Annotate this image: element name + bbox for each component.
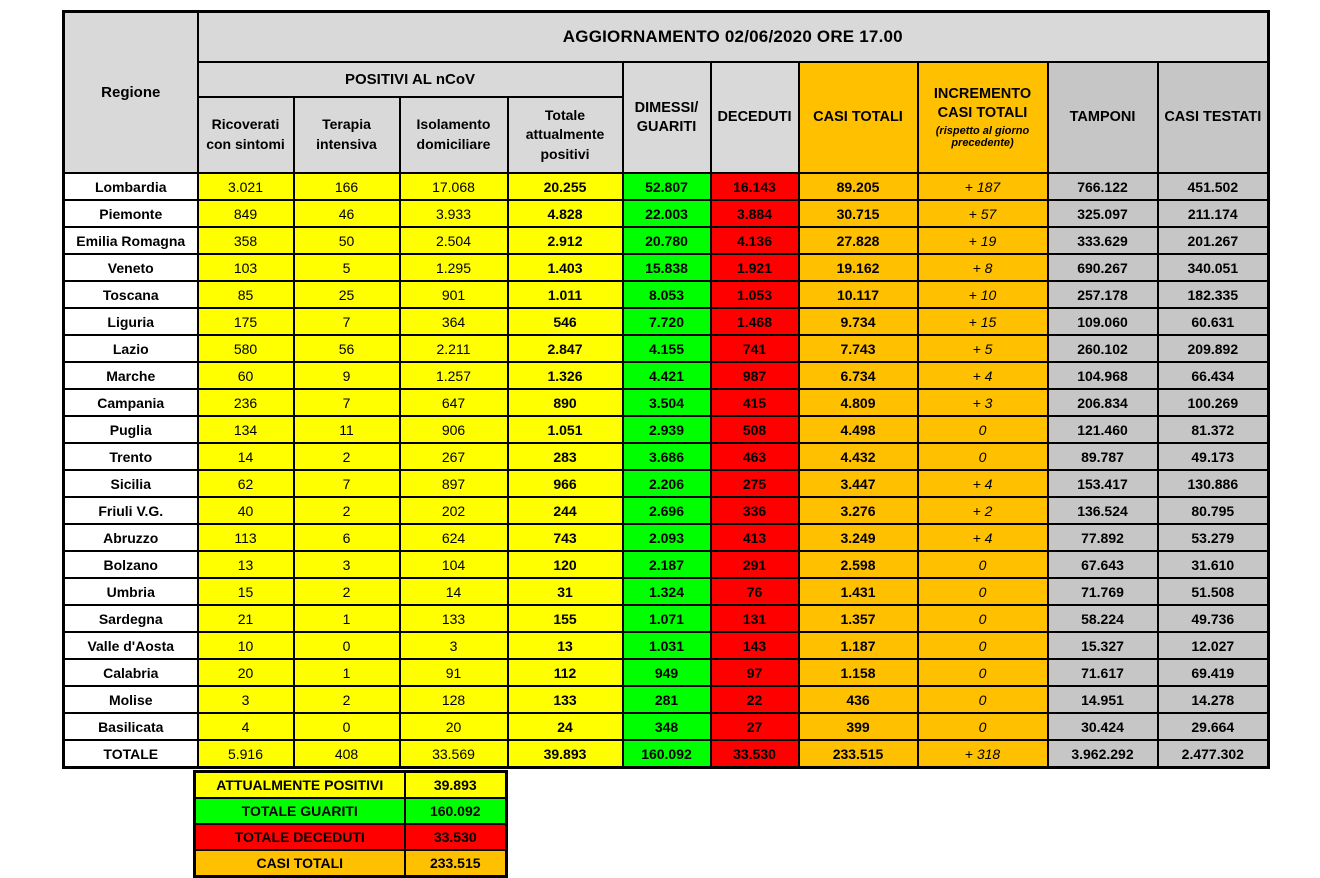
ricoverati-cell: 40 bbox=[198, 497, 294, 524]
deceduti-cell: 1.053 bbox=[711, 281, 799, 308]
region-name: Campania bbox=[64, 389, 198, 416]
summary-value: 233.515 bbox=[405, 850, 507, 877]
isolamento-cell: 624 bbox=[400, 524, 508, 551]
table-title: AGGIORNAMENTO 02/06/2020 ORE 17.00 bbox=[198, 12, 1269, 63]
region-name: Umbria bbox=[64, 578, 198, 605]
totale-positivi-cell: 20.255 bbox=[508, 173, 623, 200]
isolamento-cell: 1.257 bbox=[400, 362, 508, 389]
isolamento-cell: 901 bbox=[400, 281, 508, 308]
region-name: Friuli V.G. bbox=[64, 497, 198, 524]
summary-label: TOTALE GUARITI bbox=[195, 798, 405, 824]
region-name: Trento bbox=[64, 443, 198, 470]
dimessi-guariti-cell: 2.206 bbox=[623, 470, 711, 497]
ricoverati-cell: 4 bbox=[198, 713, 294, 740]
casi-testati-cell: 49.736 bbox=[1158, 605, 1269, 632]
region-name: Abruzzo bbox=[64, 524, 198, 551]
casi-totali-cell: 19.162 bbox=[799, 254, 918, 281]
isolamento-cell: 133 bbox=[400, 605, 508, 632]
casi-totali-cell: 10.117 bbox=[799, 281, 918, 308]
tamponi-cell: 136.524 bbox=[1048, 497, 1158, 524]
totale-positivi-cell: 4.828 bbox=[508, 200, 623, 227]
tamponi-cell: 109.060 bbox=[1048, 308, 1158, 335]
casi-totali-cell: 4.432 bbox=[799, 443, 918, 470]
col-header-casi-totali: CASI TOTALI bbox=[799, 62, 918, 173]
summary-label: ATTUALMENTE POSITIVI bbox=[195, 772, 405, 799]
region-name: Molise bbox=[64, 686, 198, 713]
dimessi-guariti-cell: 22.003 bbox=[623, 200, 711, 227]
casi-totali-cell: 27.828 bbox=[799, 227, 918, 254]
isolamento-cell: 647 bbox=[400, 389, 508, 416]
incremento-cell: 0 bbox=[918, 551, 1048, 578]
dimessi-guariti-cell: 3.504 bbox=[623, 389, 711, 416]
region-row bbox=[64, 632, 1269, 659]
isolamento-cell: 33.569 bbox=[400, 740, 508, 768]
summary-row bbox=[195, 798, 507, 824]
isolamento-cell: 906 bbox=[400, 416, 508, 443]
region-row bbox=[64, 200, 1269, 227]
incremento-cell: + 10 bbox=[918, 281, 1048, 308]
incremento-cell: + 2 bbox=[918, 497, 1048, 524]
casi-testati-cell: 66.434 bbox=[1158, 362, 1269, 389]
totale-positivi-cell: 31 bbox=[508, 578, 623, 605]
casi-testati-cell: 100.269 bbox=[1158, 389, 1269, 416]
casi-testati-cell: 2.477.302 bbox=[1158, 740, 1269, 768]
terapia-intensiva-cell: 1 bbox=[294, 659, 400, 686]
incremento-cell: 0 bbox=[918, 632, 1048, 659]
isolamento-cell: 3 bbox=[400, 632, 508, 659]
incremento-cell: 0 bbox=[918, 416, 1048, 443]
terapia-intensiva-cell: 2 bbox=[294, 578, 400, 605]
ricoverati-cell: 10 bbox=[198, 632, 294, 659]
summary-body bbox=[195, 772, 507, 877]
ricoverati-cell: 85 bbox=[198, 281, 294, 308]
tamponi-cell: 77.892 bbox=[1048, 524, 1158, 551]
region-name: Lombardia bbox=[64, 173, 198, 200]
deceduti-cell: 76 bbox=[711, 578, 799, 605]
col-header-terapia-intensiva: Terapia intensiva bbox=[294, 97, 400, 173]
dimessi-guariti-cell: 1.324 bbox=[623, 578, 711, 605]
casi-testati-cell: 12.027 bbox=[1158, 632, 1269, 659]
casi-totali-cell: 1.357 bbox=[799, 605, 918, 632]
covid-regions-table bbox=[62, 10, 1270, 769]
totale-positivi-cell: 283 bbox=[508, 443, 623, 470]
casi-totali-cell: 1.431 bbox=[799, 578, 918, 605]
deceduti-cell: 22 bbox=[711, 686, 799, 713]
tamponi-cell: 104.968 bbox=[1048, 362, 1158, 389]
col-header-ricoverati: Ricoverati con sintomi bbox=[198, 97, 294, 173]
region-name: Piemonte bbox=[64, 200, 198, 227]
region-name: Lazio bbox=[64, 335, 198, 362]
summary-label: TOTALE DECEDUTI bbox=[195, 824, 405, 850]
group-header-row bbox=[64, 62, 1269, 97]
casi-testati-cell: 60.631 bbox=[1158, 308, 1269, 335]
casi-totali-cell: 1.158 bbox=[799, 659, 918, 686]
deceduti-cell: 508 bbox=[711, 416, 799, 443]
ricoverati-cell: 62 bbox=[198, 470, 294, 497]
totale-positivi-cell: 244 bbox=[508, 497, 623, 524]
ricoverati-cell: 134 bbox=[198, 416, 294, 443]
col-header-casi-testati: CASI TESTATI bbox=[1158, 62, 1269, 173]
ricoverati-cell: 236 bbox=[198, 389, 294, 416]
isolamento-cell: 897 bbox=[400, 470, 508, 497]
region-row bbox=[64, 308, 1269, 335]
dimessi-guariti-cell: 2.696 bbox=[623, 497, 711, 524]
region-row bbox=[64, 416, 1269, 443]
region-name: Calabria bbox=[64, 659, 198, 686]
region-name: Sicilia bbox=[64, 470, 198, 497]
casi-testati-cell: 29.664 bbox=[1158, 713, 1269, 740]
region-row bbox=[64, 227, 1269, 254]
region-name: Emilia Romagna bbox=[64, 227, 198, 254]
casi-testati-cell: 130.886 bbox=[1158, 470, 1269, 497]
deceduti-cell: 143 bbox=[711, 632, 799, 659]
tamponi-cell: 153.417 bbox=[1048, 470, 1158, 497]
isolamento-cell: 104 bbox=[400, 551, 508, 578]
casi-testati-cell: 80.795 bbox=[1158, 497, 1269, 524]
totale-positivi-cell: 112 bbox=[508, 659, 623, 686]
dimessi-guariti-cell: 20.780 bbox=[623, 227, 711, 254]
totale-positivi-cell: 1.051 bbox=[508, 416, 623, 443]
dimessi-guariti-cell: 3.686 bbox=[623, 443, 711, 470]
totale-positivi-cell: 39.893 bbox=[508, 740, 623, 768]
deceduti-cell: 291 bbox=[711, 551, 799, 578]
tamponi-cell: 58.224 bbox=[1048, 605, 1158, 632]
casi-testati-cell: 51.508 bbox=[1158, 578, 1269, 605]
positivi-group-header: POSITIVI AL nCoV bbox=[198, 62, 623, 97]
ricoverati-cell: 103 bbox=[198, 254, 294, 281]
isolamento-cell: 2.211 bbox=[400, 335, 508, 362]
casi-totali-cell: 6.734 bbox=[799, 362, 918, 389]
totale-positivi-cell: 155 bbox=[508, 605, 623, 632]
deceduti-cell: 1.468 bbox=[711, 308, 799, 335]
terapia-intensiva-cell: 50 bbox=[294, 227, 400, 254]
casi-testati-cell: 451.502 bbox=[1158, 173, 1269, 200]
terapia-intensiva-cell: 1 bbox=[294, 605, 400, 632]
incremento-cell: + 5 bbox=[918, 335, 1048, 362]
dimessi-guariti-cell: 4.421 bbox=[623, 362, 711, 389]
casi-totali-cell: 89.205 bbox=[799, 173, 918, 200]
region-name: Liguria bbox=[64, 308, 198, 335]
casi-totali-cell: 3.249 bbox=[799, 524, 918, 551]
ricoverati-cell: 175 bbox=[198, 308, 294, 335]
region-name: Basilicata bbox=[64, 713, 198, 740]
incremento-cell: 0 bbox=[918, 686, 1048, 713]
ricoverati-cell: 13 bbox=[198, 551, 294, 578]
total-row-label: TOTALE bbox=[64, 740, 198, 768]
deceduti-cell: 741 bbox=[711, 335, 799, 362]
ricoverati-cell: 21 bbox=[198, 605, 294, 632]
deceduti-cell: 33.530 bbox=[711, 740, 799, 768]
ricoverati-cell: 358 bbox=[198, 227, 294, 254]
dimessi-guariti-cell: 15.838 bbox=[623, 254, 711, 281]
deceduti-cell: 415 bbox=[711, 389, 799, 416]
incremento-cell: 0 bbox=[918, 659, 1048, 686]
incremento-cell: + 4 bbox=[918, 524, 1048, 551]
dimessi-guariti-cell: 7.720 bbox=[623, 308, 711, 335]
col-header-deceduti: DECEDUTI bbox=[711, 62, 799, 173]
isolamento-cell: 128 bbox=[400, 686, 508, 713]
region-row bbox=[64, 497, 1269, 524]
casi-testati-cell: 211.174 bbox=[1158, 200, 1269, 227]
casi-testati-cell: 201.267 bbox=[1158, 227, 1269, 254]
ricoverati-cell: 14 bbox=[198, 443, 294, 470]
totale-positivi-cell: 1.403 bbox=[508, 254, 623, 281]
dimessi-guariti-cell: 160.092 bbox=[623, 740, 711, 768]
ricoverati-cell: 60 bbox=[198, 362, 294, 389]
summary-value: 160.092 bbox=[405, 798, 507, 824]
region-name: Marche bbox=[64, 362, 198, 389]
casi-totali-cell: 30.715 bbox=[799, 200, 918, 227]
casi-testati-cell: 81.372 bbox=[1158, 416, 1269, 443]
dimessi-guariti-cell: 8.053 bbox=[623, 281, 711, 308]
terapia-intensiva-cell: 7 bbox=[294, 308, 400, 335]
terapia-intensiva-cell: 7 bbox=[294, 470, 400, 497]
casi-totali-cell: 233.515 bbox=[799, 740, 918, 768]
incremento-cell: 0 bbox=[918, 578, 1048, 605]
summary-row bbox=[195, 772, 507, 799]
deceduti-cell: 336 bbox=[711, 497, 799, 524]
casi-totali-cell: 399 bbox=[799, 713, 918, 740]
summary-value: 33.530 bbox=[405, 824, 507, 850]
terapia-intensiva-cell: 166 bbox=[294, 173, 400, 200]
totale-positivi-cell: 120 bbox=[508, 551, 623, 578]
col-header-incremento bbox=[918, 62, 1048, 173]
terapia-intensiva-cell: 5 bbox=[294, 254, 400, 281]
incremento-cell: 0 bbox=[918, 443, 1048, 470]
region-row bbox=[64, 254, 1269, 281]
terapia-intensiva-cell: 2 bbox=[294, 443, 400, 470]
region-row bbox=[64, 470, 1269, 497]
summary-box bbox=[193, 770, 508, 878]
isolamento-cell: 1.295 bbox=[400, 254, 508, 281]
dimessi-guariti-cell: 52.807 bbox=[623, 173, 711, 200]
deceduti-cell: 1.921 bbox=[711, 254, 799, 281]
casi-totali-cell: 1.187 bbox=[799, 632, 918, 659]
incremento-cell: + 57 bbox=[918, 200, 1048, 227]
totale-positivi-cell: 13 bbox=[508, 632, 623, 659]
ricoverati-cell: 113 bbox=[198, 524, 294, 551]
col-header-tamponi: TAMPONI bbox=[1048, 62, 1158, 173]
isolamento-cell: 2.504 bbox=[400, 227, 508, 254]
casi-testati-cell: 49.173 bbox=[1158, 443, 1269, 470]
region-row bbox=[64, 713, 1269, 740]
ricoverati-cell: 849 bbox=[198, 200, 294, 227]
isolamento-cell: 14 bbox=[400, 578, 508, 605]
incremento-cell: + 4 bbox=[918, 470, 1048, 497]
ricoverati-cell: 15 bbox=[198, 578, 294, 605]
terapia-intensiva-cell: 0 bbox=[294, 713, 400, 740]
incremento-cell: + 15 bbox=[918, 308, 1048, 335]
deceduti-cell: 987 bbox=[711, 362, 799, 389]
casi-totali-cell: 3.447 bbox=[799, 470, 918, 497]
tamponi-cell: 206.834 bbox=[1048, 389, 1158, 416]
region-name: Valle d'Aosta bbox=[64, 632, 198, 659]
deceduti-cell: 131 bbox=[711, 605, 799, 632]
region-row bbox=[64, 659, 1269, 686]
col-header-dimessi-guariti: DIMESSI/ GUARITI bbox=[623, 62, 711, 173]
deceduti-cell: 16.143 bbox=[711, 173, 799, 200]
col-header-isolamento: Isolamento domiciliare bbox=[400, 97, 508, 173]
dimessi-guariti-cell: 949 bbox=[623, 659, 711, 686]
casi-totali-cell: 9.734 bbox=[799, 308, 918, 335]
totale-positivi-cell: 2.847 bbox=[508, 335, 623, 362]
ricoverati-cell: 5.916 bbox=[198, 740, 294, 768]
incremento-cell: + 4 bbox=[918, 362, 1048, 389]
terapia-intensiva-cell: 56 bbox=[294, 335, 400, 362]
ricoverati-cell: 20 bbox=[198, 659, 294, 686]
casi-totali-cell: 7.743 bbox=[799, 335, 918, 362]
incremento-cell: + 318 bbox=[918, 740, 1048, 768]
tamponi-cell: 15.327 bbox=[1048, 632, 1158, 659]
casi-totali-cell: 2.598 bbox=[799, 551, 918, 578]
deceduti-cell: 413 bbox=[711, 524, 799, 551]
dimessi-guariti-cell: 1.071 bbox=[623, 605, 711, 632]
col-header-totale-positivi: Totale attualmente positivi bbox=[508, 97, 623, 173]
isolamento-cell: 202 bbox=[400, 497, 508, 524]
tamponi-cell: 71.617 bbox=[1048, 659, 1158, 686]
region-row bbox=[64, 362, 1269, 389]
region-name: Toscana bbox=[64, 281, 198, 308]
casi-totali-cell: 4.809 bbox=[799, 389, 918, 416]
tamponi-cell: 3.962.292 bbox=[1048, 740, 1158, 768]
table-body bbox=[64, 173, 1269, 768]
isolamento-cell: 267 bbox=[400, 443, 508, 470]
terapia-intensiva-cell: 25 bbox=[294, 281, 400, 308]
tamponi-cell: 333.629 bbox=[1048, 227, 1158, 254]
summary-label: CASI TOTALI bbox=[195, 850, 405, 877]
tamponi-cell: 260.102 bbox=[1048, 335, 1158, 362]
tamponi-cell: 257.178 bbox=[1048, 281, 1158, 308]
ricoverati-cell: 580 bbox=[198, 335, 294, 362]
totale-positivi-cell: 1.011 bbox=[508, 281, 623, 308]
casi-testati-cell: 182.335 bbox=[1158, 281, 1269, 308]
terapia-intensiva-cell: 6 bbox=[294, 524, 400, 551]
terapia-intensiva-cell: 2 bbox=[294, 686, 400, 713]
casi-totali-cell: 436 bbox=[799, 686, 918, 713]
isolamento-cell: 364 bbox=[400, 308, 508, 335]
region-row bbox=[64, 443, 1269, 470]
ricoverati-cell: 3 bbox=[198, 686, 294, 713]
deceduti-cell: 275 bbox=[711, 470, 799, 497]
totale-positivi-cell: 1.326 bbox=[508, 362, 623, 389]
deceduti-cell: 3.884 bbox=[711, 200, 799, 227]
dimessi-guariti-cell: 2.939 bbox=[623, 416, 711, 443]
summary-row bbox=[195, 824, 507, 850]
region-row bbox=[64, 605, 1269, 632]
tamponi-cell: 67.643 bbox=[1048, 551, 1158, 578]
terapia-intensiva-cell: 2 bbox=[294, 497, 400, 524]
isolamento-cell: 17.068 bbox=[400, 173, 508, 200]
region-column-header: Regione bbox=[64, 12, 198, 174]
casi-testati-cell: 14.278 bbox=[1158, 686, 1269, 713]
region-row bbox=[64, 335, 1269, 362]
terapia-intensiva-cell: 46 bbox=[294, 200, 400, 227]
isolamento-cell: 91 bbox=[400, 659, 508, 686]
dimessi-guariti-cell: 2.187 bbox=[623, 551, 711, 578]
ricoverati-cell: 3.021 bbox=[198, 173, 294, 200]
incremento-cell: + 187 bbox=[918, 173, 1048, 200]
isolamento-cell: 3.933 bbox=[400, 200, 508, 227]
totale-positivi-cell: 890 bbox=[508, 389, 623, 416]
totale-positivi-cell: 966 bbox=[508, 470, 623, 497]
dimessi-guariti-cell: 4.155 bbox=[623, 335, 711, 362]
region-row bbox=[64, 686, 1269, 713]
region-name: Bolzano bbox=[64, 551, 198, 578]
totale-positivi-cell: 24 bbox=[508, 713, 623, 740]
totale-positivi-cell: 743 bbox=[508, 524, 623, 551]
terapia-intensiva-cell: 11 bbox=[294, 416, 400, 443]
totale-positivi-cell: 2.912 bbox=[508, 227, 623, 254]
tamponi-cell: 690.267 bbox=[1048, 254, 1158, 281]
summary-value: 39.893 bbox=[405, 772, 507, 799]
tamponi-cell: 30.424 bbox=[1048, 713, 1158, 740]
casi-testati-cell: 209.892 bbox=[1158, 335, 1269, 362]
dimessi-guariti-cell: 2.093 bbox=[623, 524, 711, 551]
tamponi-cell: 325.097 bbox=[1048, 200, 1158, 227]
casi-totali-cell: 3.276 bbox=[799, 497, 918, 524]
totale-positivi-cell: 546 bbox=[508, 308, 623, 335]
casi-testati-cell: 69.419 bbox=[1158, 659, 1269, 686]
tamponi-cell: 71.769 bbox=[1048, 578, 1158, 605]
summary-row bbox=[195, 850, 507, 877]
isolamento-cell: 20 bbox=[400, 713, 508, 740]
total-row bbox=[64, 740, 1269, 768]
terapia-intensiva-cell: 408 bbox=[294, 740, 400, 768]
tamponi-cell: 14.951 bbox=[1048, 686, 1158, 713]
terapia-intensiva-cell: 0 bbox=[294, 632, 400, 659]
terapia-intensiva-cell: 9 bbox=[294, 362, 400, 389]
title-row bbox=[64, 12, 1269, 63]
incremento-header-main: INCREMENTO CASI TOTALI bbox=[933, 86, 1032, 121]
incremento-cell: 0 bbox=[918, 713, 1048, 740]
deceduti-cell: 463 bbox=[711, 443, 799, 470]
region-row bbox=[64, 524, 1269, 551]
dimessi-guariti-cell: 281 bbox=[623, 686, 711, 713]
dimessi-guariti-cell: 348 bbox=[623, 713, 711, 740]
deceduti-cell: 4.136 bbox=[711, 227, 799, 254]
terapia-intensiva-cell: 3 bbox=[294, 551, 400, 578]
casi-testati-cell: 340.051 bbox=[1158, 254, 1269, 281]
terapia-intensiva-cell: 7 bbox=[294, 389, 400, 416]
casi-testati-cell: 53.279 bbox=[1158, 524, 1269, 551]
totale-positivi-cell: 133 bbox=[508, 686, 623, 713]
incremento-cell: + 19 bbox=[918, 227, 1048, 254]
region-name: Sardegna bbox=[64, 605, 198, 632]
deceduti-cell: 27 bbox=[711, 713, 799, 740]
region-row bbox=[64, 281, 1269, 308]
incremento-header-note: (rispetto al giorno precedente) bbox=[935, 124, 1030, 150]
tamponi-cell: 766.122 bbox=[1048, 173, 1158, 200]
deceduti-cell: 97 bbox=[711, 659, 799, 686]
incremento-cell: 0 bbox=[918, 605, 1048, 632]
tamponi-cell: 121.460 bbox=[1048, 416, 1158, 443]
incremento-cell: + 8 bbox=[918, 254, 1048, 281]
tamponi-cell: 89.787 bbox=[1048, 443, 1158, 470]
region-row bbox=[64, 578, 1269, 605]
casi-testati-cell: 31.610 bbox=[1158, 551, 1269, 578]
region-name: Veneto bbox=[64, 254, 198, 281]
dimessi-guariti-cell: 1.031 bbox=[623, 632, 711, 659]
incremento-cell: + 3 bbox=[918, 389, 1048, 416]
region-row bbox=[64, 173, 1269, 200]
region-row bbox=[64, 551, 1269, 578]
region-row bbox=[64, 389, 1269, 416]
region-name: Puglia bbox=[64, 416, 198, 443]
casi-totali-cell: 4.498 bbox=[799, 416, 918, 443]
